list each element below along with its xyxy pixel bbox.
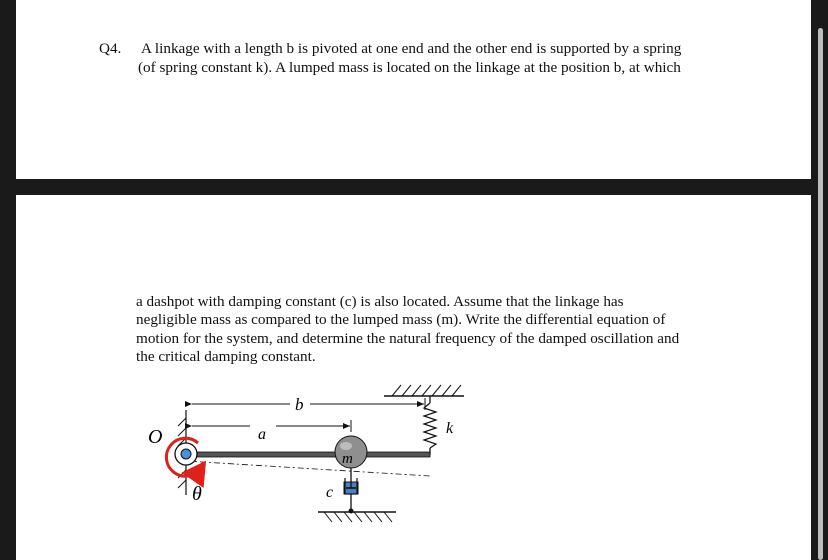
question-continuation-line-2: negligible mass as compared to the lumped mass (m). Write the differential equation of xyxy=(136,311,666,328)
pivot xyxy=(175,443,197,465)
label-m: m xyxy=(342,451,353,467)
dimension-a xyxy=(192,420,351,432)
dashpot xyxy=(344,468,358,514)
label-k: k xyxy=(446,420,454,437)
mass-highlight xyxy=(340,442,352,450)
spring xyxy=(424,396,436,455)
question-number: Q4. xyxy=(99,40,122,57)
label-pivot-o: O xyxy=(148,426,163,448)
rotated-reference-line xyxy=(186,461,430,476)
question-text-line-2: (of spring constant k). A lumped mass is located on the linkage at the position b, at which xyxy=(138,59,681,76)
question-text-line-1: A linkage with a length b is pivoted at one end and the other end is supported by a spring xyxy=(141,40,682,57)
ceiling-support xyxy=(384,385,464,396)
ground-support xyxy=(318,512,396,522)
label-b: b xyxy=(295,395,304,414)
question-continuation-line-3: motion for the system, and determine the natural frequency of the damped oscillation and xyxy=(136,330,680,347)
question-continuation-line-1: a dashpot with damping constant (c) is also located. Assume that the linkage has xyxy=(136,293,624,310)
question-continuation-line-4: the critical damping constant. xyxy=(136,348,316,365)
label-a: a xyxy=(258,426,266,443)
dimension-b xyxy=(192,398,425,410)
label-theta: θ xyxy=(192,483,202,505)
linkage-bar xyxy=(186,452,430,457)
label-c: c xyxy=(326,484,334,501)
